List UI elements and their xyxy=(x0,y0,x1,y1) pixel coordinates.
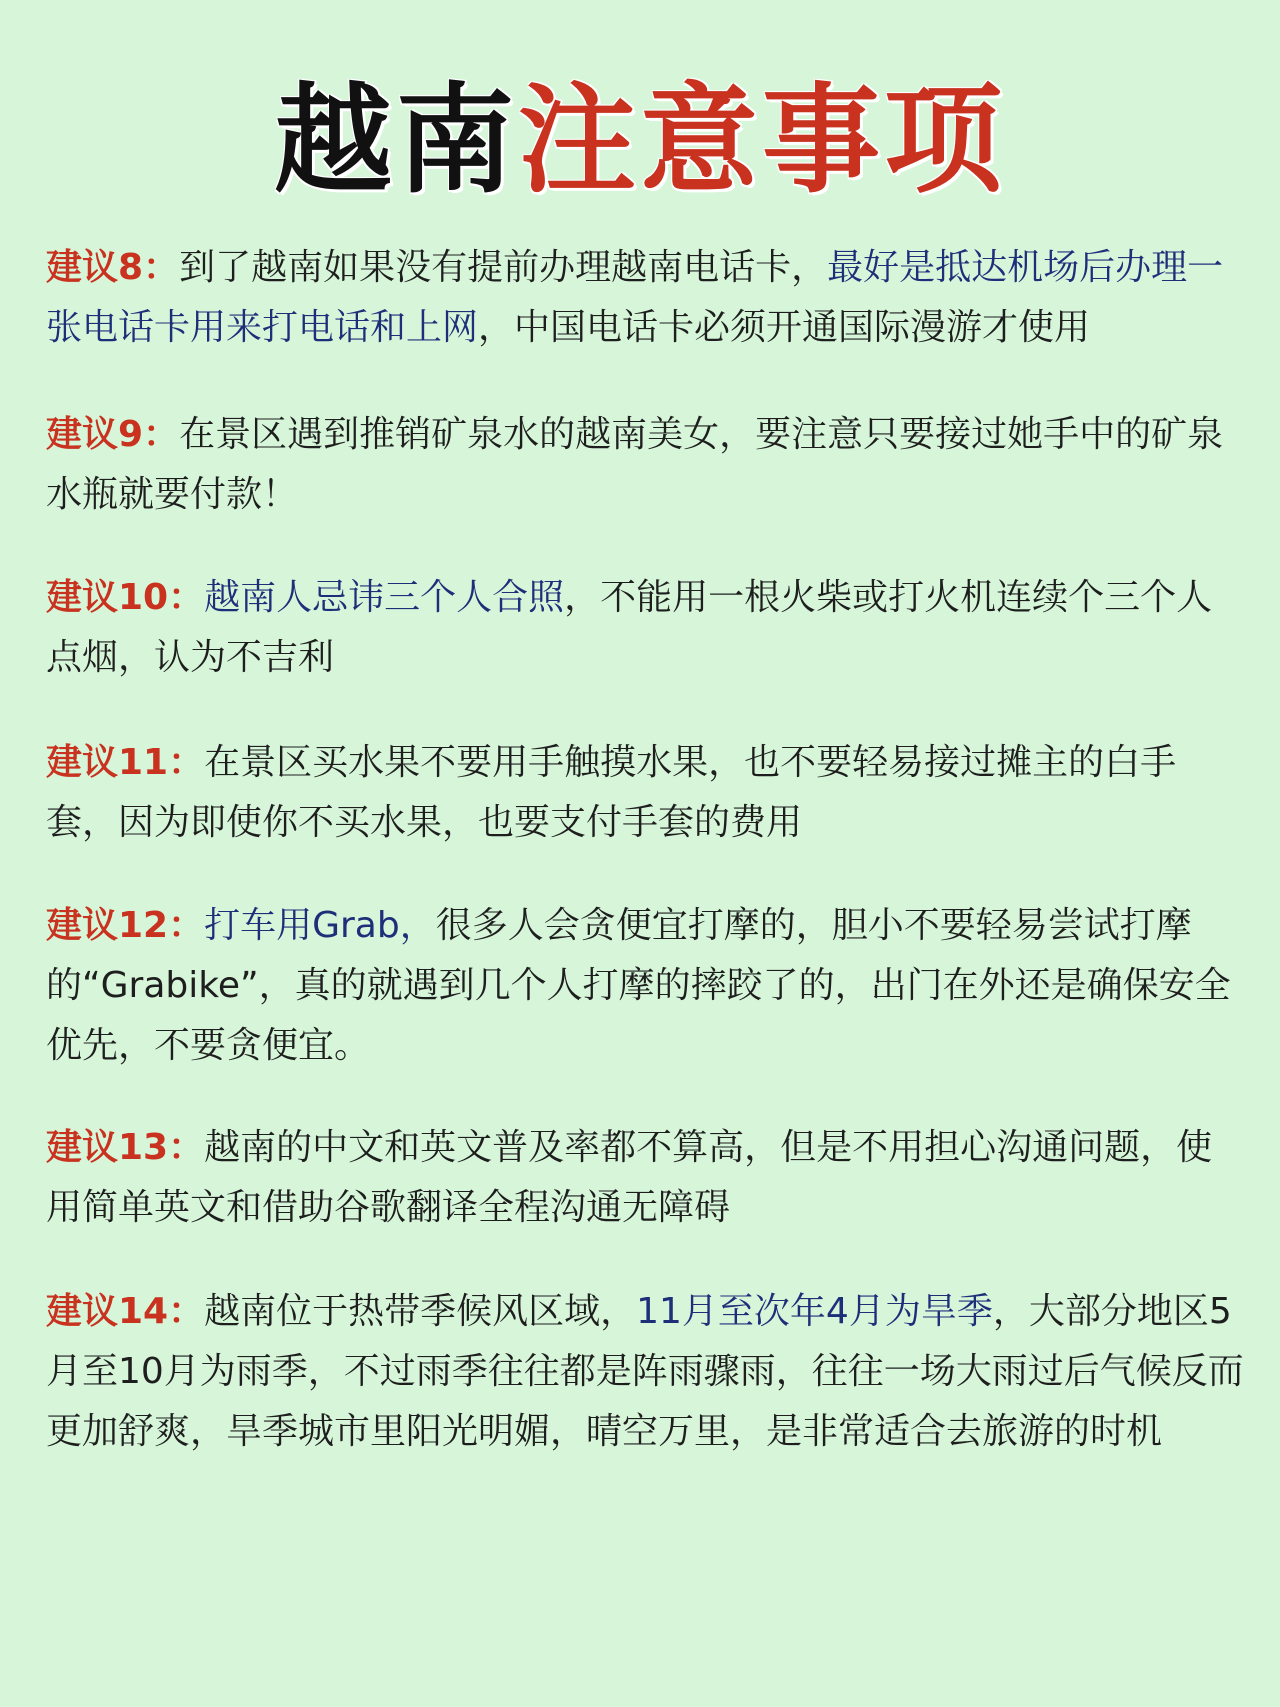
tip-label: 建议14： xyxy=(46,1291,205,1332)
tip-label: 建议12： xyxy=(46,905,205,946)
tip-text: 越南的中文和英文普及率都不算高，但是不用担心沟通问题，使用简单英文和借助谷歌翻译全程沟通无障碍 xyxy=(46,1127,1213,1228)
tip-9 xyxy=(46,405,1246,525)
tip-highlight: 越南人忌讳三个人合照 xyxy=(204,577,565,618)
tip-highlight: 打车用Grab， xyxy=(204,905,436,946)
tip-highlight: 11月至次年4月为旱季 xyxy=(636,1291,993,1332)
tip-label: 建议10： xyxy=(46,577,205,618)
tip-text: 越南位于热带季候风区域， xyxy=(204,1291,637,1332)
title-part-red: 注意事项 xyxy=(518,71,1007,209)
tip-highlight: 最好是抵达机场后办理一张电话卡用来打电话和上网 xyxy=(46,247,1224,348)
tip-13 xyxy=(46,1118,1246,1238)
tip-text: 在景区买水果不要用手触摸水果，也不要轻易接过摊主的白手套，因为即使你不买水果，也要支付手套的费用 xyxy=(46,742,1177,843)
tip-8 xyxy=(46,238,1246,358)
tip-label: 建议11： xyxy=(46,742,205,783)
tip-text: ，不能用一根火柴或打火机连续个三个人点烟，认为不吉利 xyxy=(46,577,1213,678)
title-part-black: 越南 xyxy=(273,71,518,209)
page-title xyxy=(0,70,1280,210)
tip-11 xyxy=(46,733,1246,853)
tip-text: ，中国电话卡必须开通国际漫游才使用 xyxy=(478,307,1091,348)
tip-text: 到了越南如果没有提前办理越南电话卡， xyxy=(179,247,828,288)
tip-label: 建议9： xyxy=(46,414,180,455)
tip-label: 建议8： xyxy=(46,247,180,288)
tip-12 xyxy=(46,896,1246,1076)
tip-text: ，大部分地区5月至10月为雨季，不过雨季往往都是阵雨骤雨，往往一场大雨过后气候反而更加舒爽，旱季城市里阳光明媚，晴空万里，是非常适合去旅游的时机 xyxy=(46,1291,1244,1452)
tip-text: 在景区遇到推销矿泉水的越南美女，要注意只要接过她手中的矿泉水瓶就要付款！ xyxy=(46,414,1224,515)
tip-text: 很多人会贪便宜打摩的，胆小不要轻易尝试打摩的“Grabike”，真的就遇到几个人打摩的摔跤了的，出门在外还是确保安全优先，不要贪便宜。 xyxy=(46,905,1231,1066)
tip-10 xyxy=(46,568,1246,688)
tip-14 xyxy=(46,1282,1246,1462)
tip-label: 建议13： xyxy=(46,1127,205,1168)
